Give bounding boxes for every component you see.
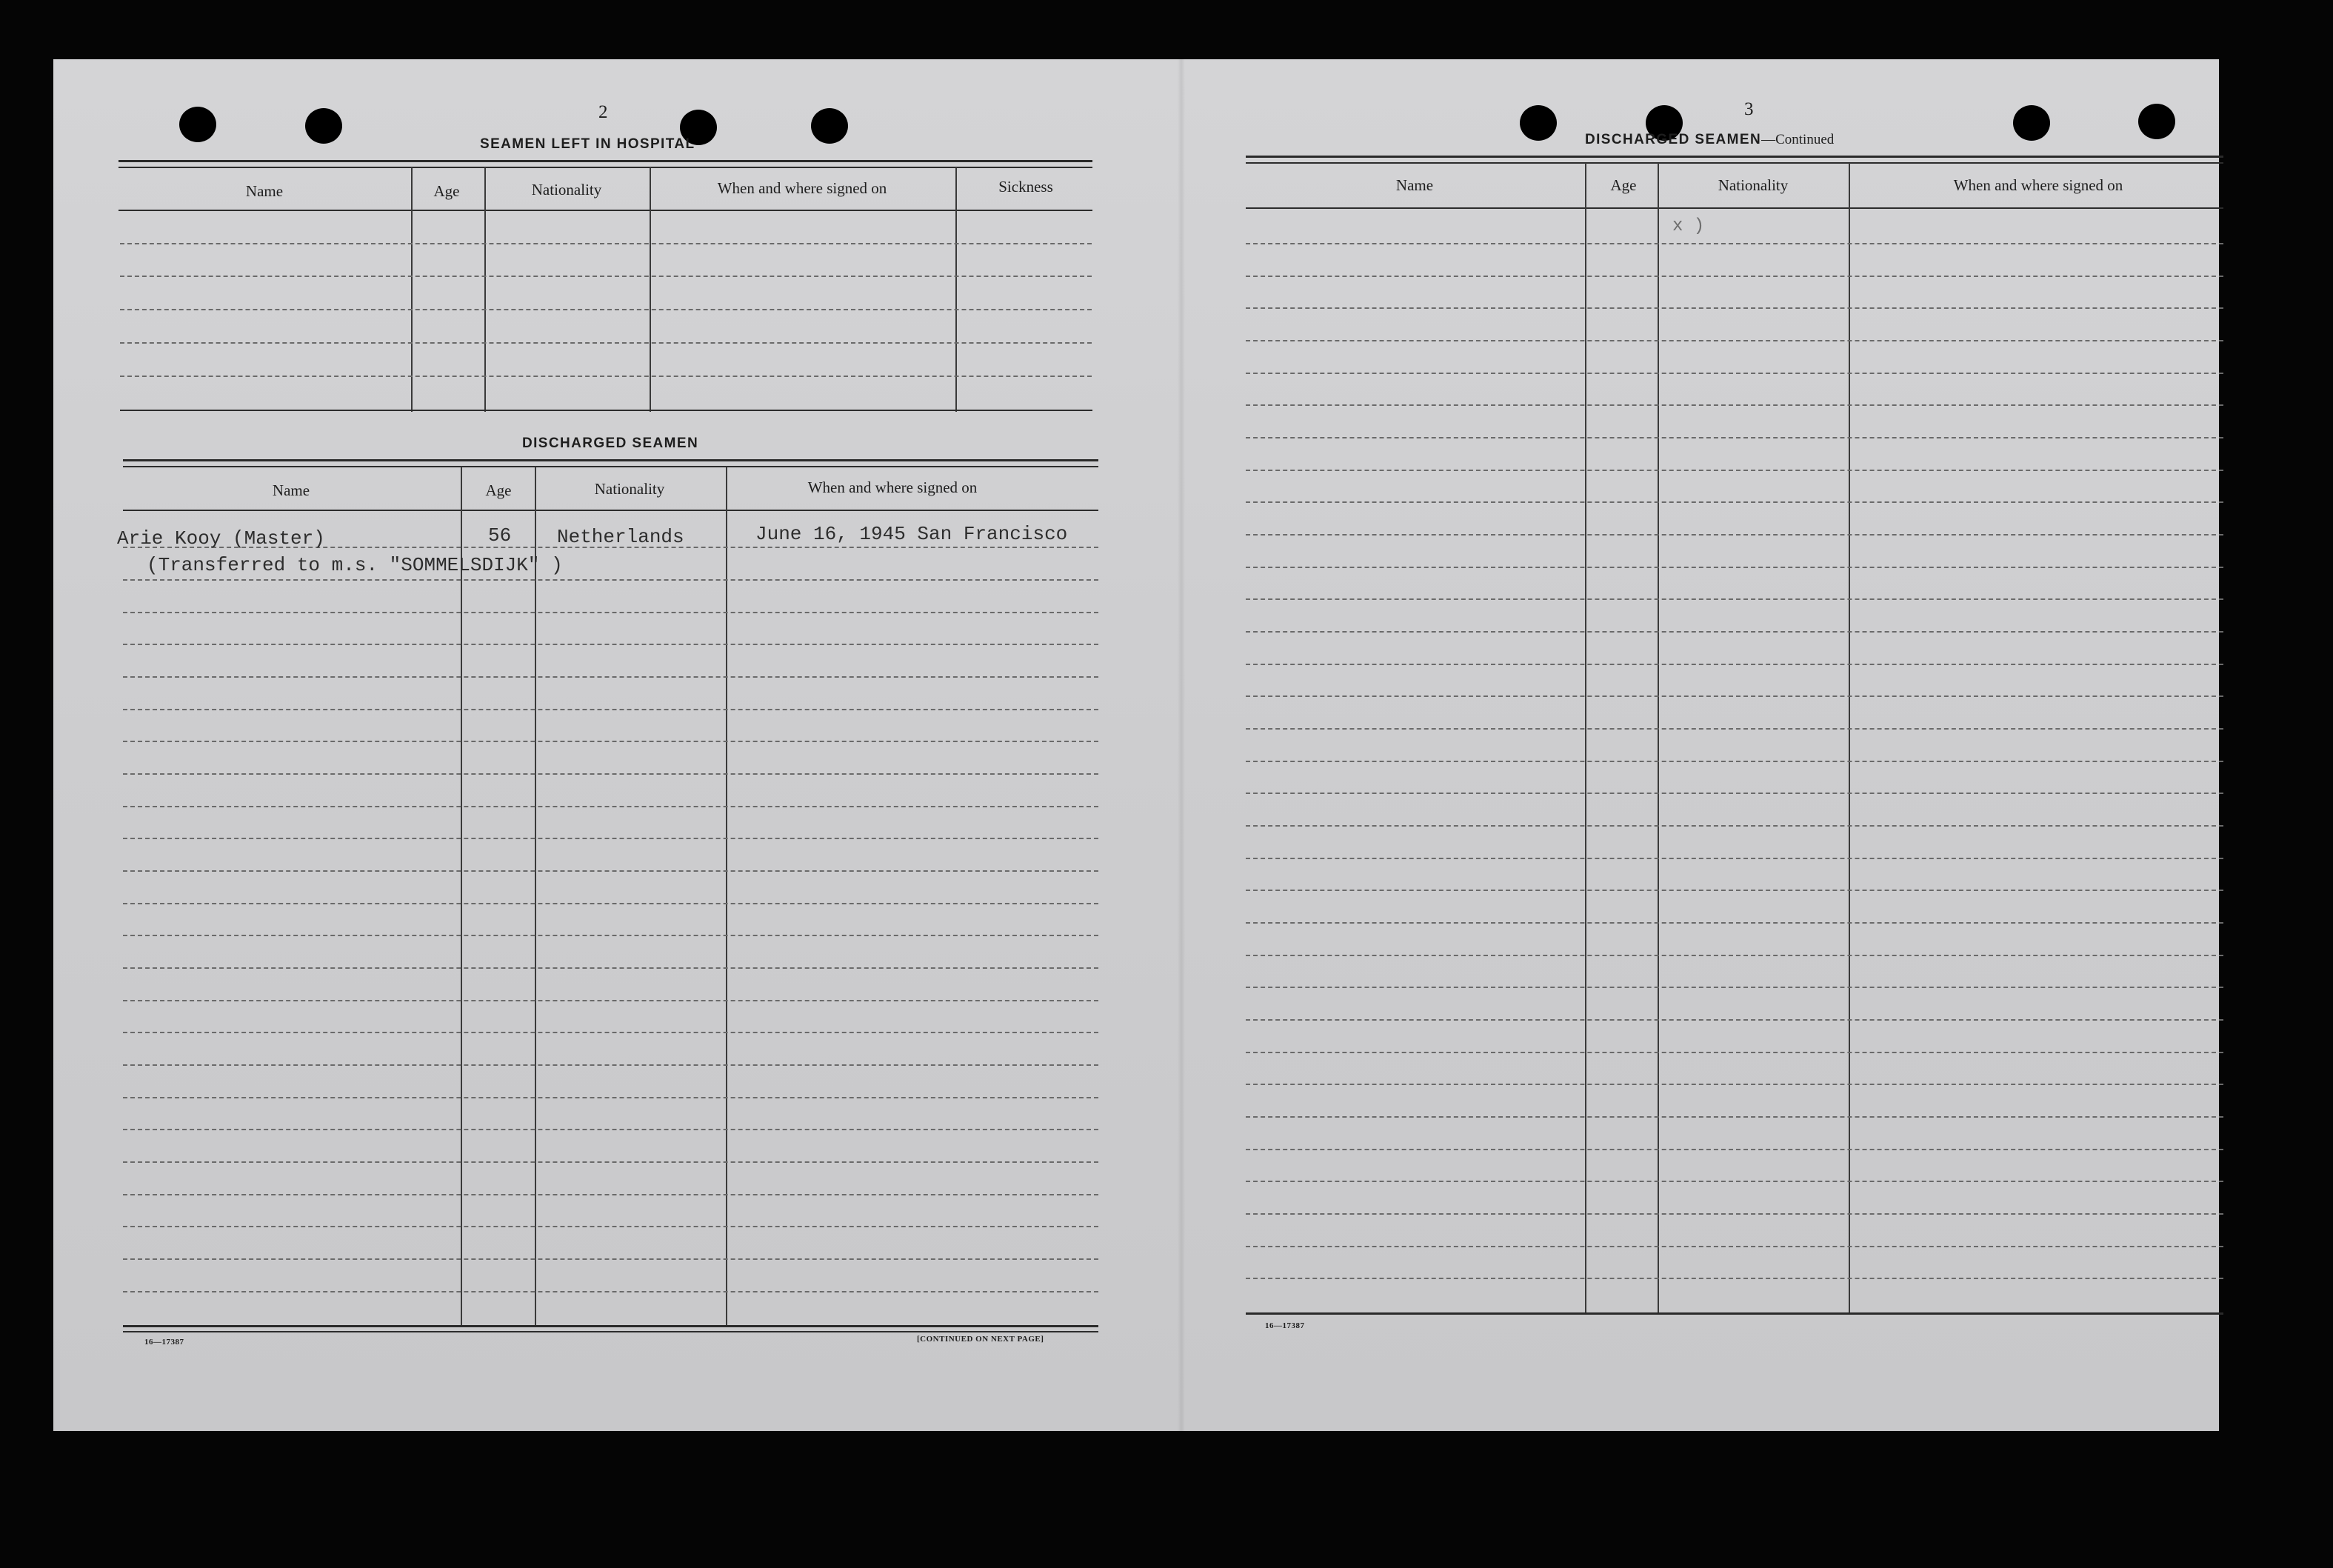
row-rule [1246, 534, 2223, 536]
row-rule [123, 935, 1098, 936]
hospital-section-title: SEAMEN LEFT IN HOSPITAL [480, 136, 695, 152]
column-header-nationality: Nationality [1718, 176, 1789, 194]
page-number: 3 [1744, 99, 1754, 119]
column-header-age: Age [485, 481, 512, 499]
row-rule [1246, 761, 2223, 762]
row-rule [123, 1000, 1098, 1001]
row-rule [1246, 664, 2223, 665]
table-top-rule [119, 160, 1092, 162]
row-rule [1246, 825, 2223, 827]
table-bottom-rule [1246, 1312, 2223, 1315]
column-divider [726, 467, 727, 1326]
row-rule [1246, 1246, 2223, 1247]
row-rule [1246, 631, 2223, 633]
row-rule [1246, 340, 2223, 341]
row-rule [123, 1291, 1098, 1292]
continued-note: [CONTINUED ON NEXT PAGE] [917, 1335, 1044, 1344]
row-rule [123, 612, 1098, 613]
row-rule [123, 1194, 1098, 1195]
faint-typed-mark: x ) [1672, 216, 1705, 236]
row-rule [1246, 243, 2223, 244]
column-header-age: Age [433, 182, 460, 200]
table-bottom-rule [120, 410, 1092, 411]
row-rule [123, 1129, 1098, 1130]
row-rule [1246, 1278, 2223, 1279]
punch-hole [1520, 105, 1557, 141]
row-rule [1246, 1116, 2223, 1118]
row-rule [1246, 793, 2223, 794]
row-rule [120, 243, 1092, 244]
table-top-rule [1246, 162, 2223, 164]
page-number: 2 [598, 102, 608, 122]
row-rule [1246, 955, 2223, 956]
column-header-name: Name [245, 182, 284, 200]
punch-hole [305, 108, 342, 144]
row-rule [1246, 470, 2223, 471]
entry-name: Arie Kooy (Master) [117, 527, 325, 550]
row-rule [123, 1226, 1098, 1227]
row-rule [120, 376, 1092, 377]
row-rule [123, 967, 1098, 969]
row-rule [1246, 1084, 2223, 1085]
row-rule [123, 579, 1098, 581]
row-rule [123, 1032, 1098, 1033]
row-rule [1246, 501, 2223, 503]
column-header-age: Age [1610, 176, 1637, 194]
row-rule [123, 838, 1098, 839]
row-rule [1246, 1213, 2223, 1215]
row-rule [1246, 890, 2223, 891]
entry-signed-on: June 16, 1945 San Francisco [755, 523, 1068, 545]
row-rule [123, 1064, 1098, 1066]
row-rule [123, 676, 1098, 678]
row-rule [123, 1097, 1098, 1098]
row-rule [1246, 922, 2223, 924]
header-rule [123, 510, 1098, 511]
column-divider [1658, 163, 1659, 1315]
table-top-rule [123, 459, 1098, 461]
row-rule [1246, 1019, 2223, 1021]
row-rule [123, 644, 1098, 645]
entry-nationality: Netherlands [557, 526, 684, 548]
column-header-nationality: Nationality [594, 480, 665, 498]
punch-hole [811, 108, 848, 144]
row-rule [1246, 728, 2223, 730]
row-rule [1246, 404, 2223, 406]
row-rule [123, 1258, 1098, 1260]
column-header-name: Name [272, 481, 310, 499]
column-header-signed-on: When and where signed on [807, 478, 978, 496]
punch-hole [2013, 105, 2050, 141]
row-rule [123, 1161, 1098, 1163]
punch-hole [2138, 104, 2175, 139]
column-header-name: Name [1395, 176, 1434, 194]
row-rule [1246, 437, 2223, 438]
row-rule [123, 773, 1098, 775]
row-rule [1246, 858, 2223, 859]
column-divider [1849, 163, 1850, 1315]
row-rule [1246, 1052, 2223, 1053]
row-rule [1246, 1149, 2223, 1150]
row-rule [123, 709, 1098, 710]
row-rule [1246, 567, 2223, 568]
column-header-signed-on: When and where signed on [717, 179, 887, 197]
page-fold [1178, 59, 1185, 1431]
form-number: 16—17387 [1265, 1321, 1305, 1330]
punch-hole [179, 107, 216, 142]
row-rule [1246, 598, 2223, 600]
row-rule [1246, 276, 2223, 277]
column-divider [1585, 163, 1586, 1315]
header-rule [1246, 207, 2223, 209]
column-divider [535, 467, 536, 1326]
row-rule [1246, 373, 2223, 374]
entry-age: 56 [488, 524, 512, 547]
row-rule [123, 741, 1098, 742]
column-header-nationality: Nationality [531, 181, 602, 198]
column-header-sickness: Sickness [998, 178, 1053, 196]
table-bottom-rule [123, 1331, 1098, 1332]
row-rule [123, 903, 1098, 904]
discharged-section-title: DISCHARGED SEAMEN [522, 436, 699, 451]
table-bottom-rule [123, 1325, 1098, 1327]
row-rule [1246, 695, 2223, 697]
table-top-rule [123, 466, 1098, 467]
column-divider [461, 467, 462, 1326]
row-rule [1246, 1181, 2223, 1182]
section-title-suffix: —Continued [1761, 132, 1835, 147]
row-rule [1246, 307, 2223, 309]
entry-note: (Transferred to m.s. "SOMMELSDIJK" ) [147, 554, 563, 576]
section-title-text: DISCHARGED SEAMEN [1585, 132, 1762, 147]
row-rule [120, 342, 1092, 344]
row-rule [120, 276, 1092, 277]
row-rule [120, 309, 1092, 310]
table-top-rule [1246, 156, 2223, 158]
header-rule [119, 210, 1092, 211]
discharged-continued-title [1585, 132, 1834, 148]
row-rule [123, 806, 1098, 807]
row-rule [123, 870, 1098, 872]
table-top-rule [119, 167, 1092, 168]
form-number: 16—17387 [144, 1338, 184, 1347]
column-header-signed-on: When and where signed on [1953, 176, 2123, 194]
row-rule [1246, 987, 2223, 988]
